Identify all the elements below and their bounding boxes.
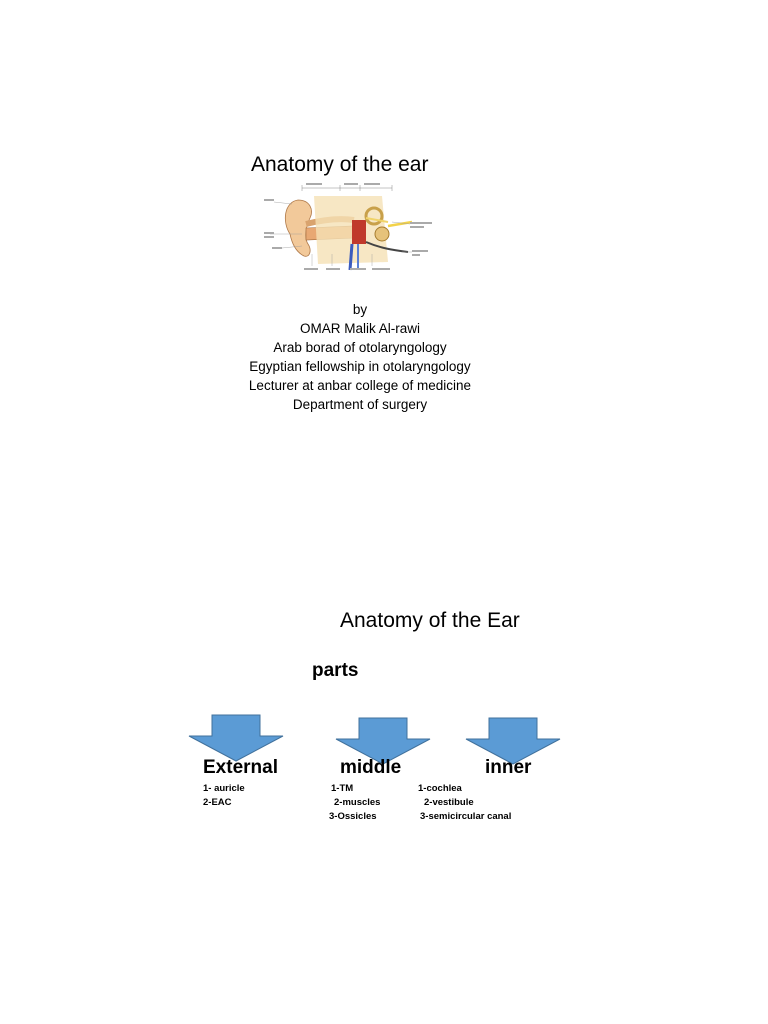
inner-item-vestibule: 2-vestibule bbox=[424, 797, 474, 808]
byline-lecturer: Lecturer at anbar college of medicine bbox=[248, 378, 472, 393]
section-title: Anatomy of the Ear bbox=[340, 609, 520, 632]
byline-department: Department of surgery bbox=[292, 397, 428, 412]
parts-label: parts bbox=[312, 660, 359, 681]
middle-item-muscles: 2-muscles bbox=[334, 797, 381, 808]
byline-fellowship: Egyptian fellowship in otolaryngology bbox=[249, 359, 471, 374]
page-title: Anatomy of the ear bbox=[251, 153, 429, 176]
heading-inner: inner bbox=[485, 757, 532, 778]
inner-item-semicircular-canal: 3-semicircular canal bbox=[420, 811, 512, 822]
external-item-auricle: 1- auricle bbox=[203, 783, 245, 794]
byline-author: OMAR Malik Al-rawi bbox=[299, 321, 420, 336]
down-arrow-external-icon bbox=[188, 714, 284, 762]
heading-external: External bbox=[203, 757, 278, 778]
byline-by: by bbox=[352, 302, 368, 317]
heading-middle: middle bbox=[340, 757, 402, 778]
external-item-eac: 2-EAC bbox=[203, 797, 232, 808]
inner-item-cochlea: 1-cochlea bbox=[418, 783, 462, 794]
ear-anatomy-figure bbox=[262, 182, 440, 278]
author-byline bbox=[230, 300, 490, 414]
middle-item-tm: 1-TM bbox=[331, 783, 354, 794]
middle-item-ossicles: 3-Ossicles bbox=[329, 811, 377, 822]
ear-diagram-image bbox=[262, 182, 440, 278]
byline-board: Arab borad of otolaryngology bbox=[273, 340, 447, 355]
